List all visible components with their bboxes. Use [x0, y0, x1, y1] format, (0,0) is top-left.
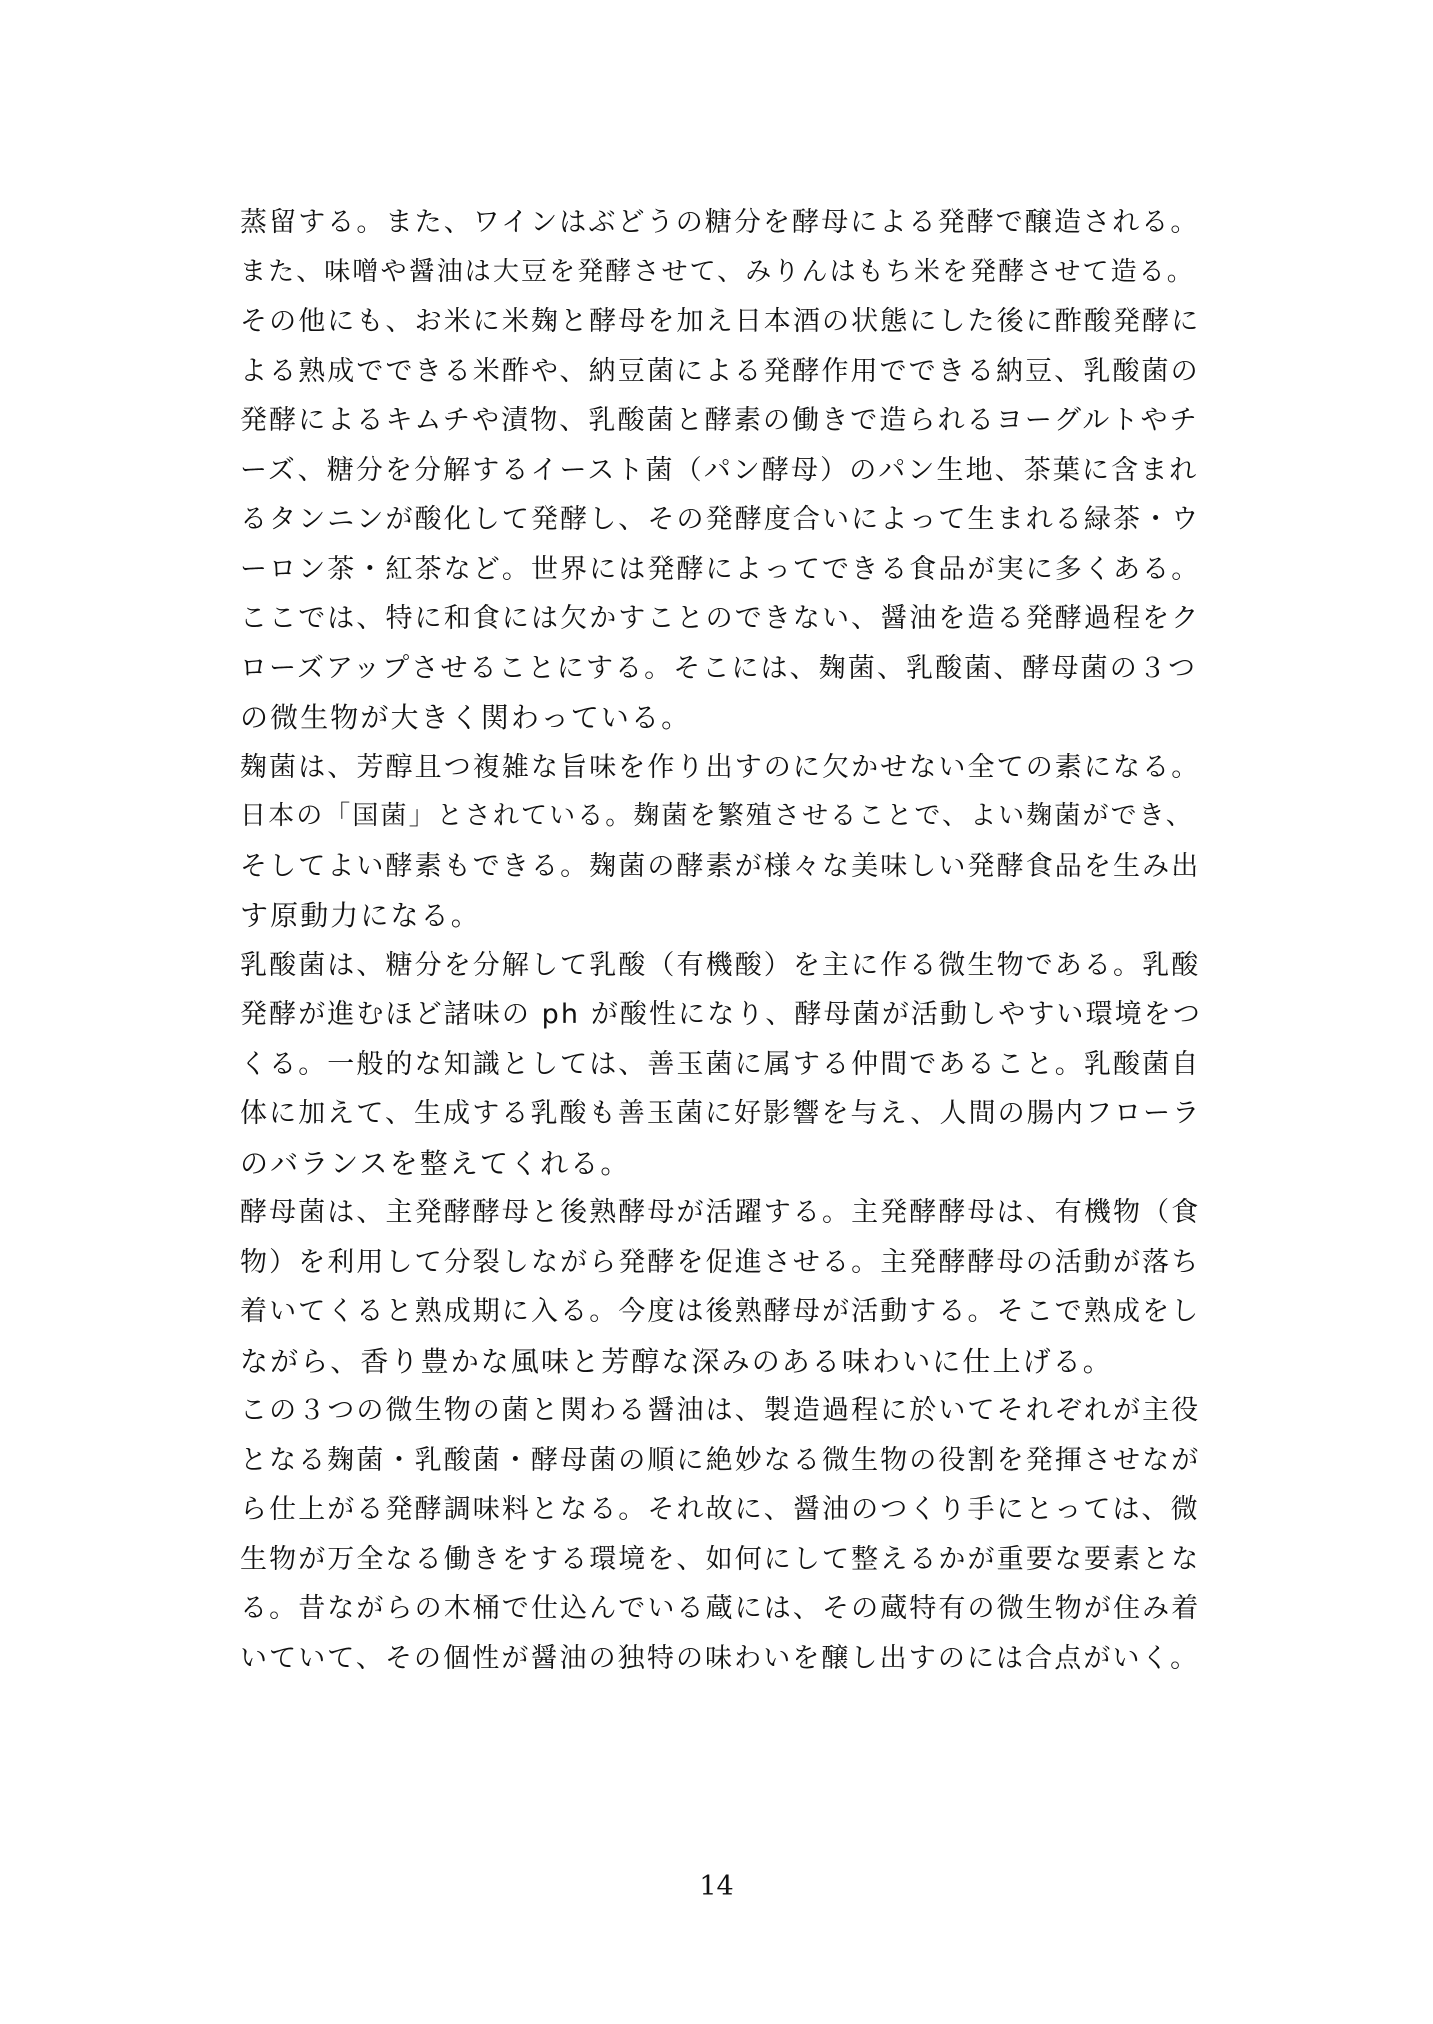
text-line: 体に加えて、生成する乳酸も善玉菌に好影響を与え、人間の腸内フローラ [240, 1098, 1202, 1129]
text-line: ーズ、糖分を分解するイースト菌（パン酵母）のパン生地、茶葉に含まれ [240, 454, 1199, 486]
text-line: そしてよい酵素もできる。麹菌の酵素が様々な美味しい発酵食品を生み出 [240, 850, 1201, 882]
text-line: その他にも、お米に米麹と酵母を加え日本酒の状態にした後に酢酸発酵に [240, 306, 1201, 337]
text-line: 蒸留する。また、ワインはぶどうの糖分を酵母による発酵で醸造される。 [240, 207, 1200, 238]
text-line: 麹菌は、芳醇且つ複雑な旨味を作り出すのに欠かせない全ての素になる。 [240, 751, 1201, 783]
text-line: のバランスを整えてくれる。 [240, 1146, 631, 1180]
text-line: 物）を利用して分裂しながら発酵を促進させる。主発酵酵母の活動が落ち [240, 1246, 1201, 1278]
text-line: るタンニンが酸化して発酵し、その発酵度合いによって生まれる緑茶・ウ [240, 504, 1201, 535]
body-text [240, 198, 1210, 1683]
page-number: 14 [699, 1871, 734, 1902]
text-line: 発酵によるキムチや漬物、乳酸菌と酵素の働きで造られるヨーグルトやチ [240, 405, 1199, 436]
text-line: ながら、香り豊かな風味と芳醇な深みのある味わいに仕上げる。 [240, 1344, 1113, 1378]
text-line: よる熟成でできる米酢や、納豆菌による発酵作用でできる納豆、乳酸菌の [240, 355, 1200, 387]
text-line: る。昔ながらの木桶で仕込んでいる蔵には、その蔵特有の微生物が住み着 [240, 1593, 1201, 1624]
text-line: の微生物が大きく関わっている。 [240, 701, 692, 734]
text-line: 日本の「国菌」とされている。麹菌を繁殖させることで、よい麹菌ができ、 [240, 801, 1194, 831]
text-line: ーロン茶・紅茶など。世界には発酵によってできる食品が実に多くある。 [240, 553, 1201, 585]
text-line: この３つの微生物の菌と関わる醤油は、製造過程に於いてそれぞれが主役 [240, 1395, 1201, 1426]
text-line: 乳酸菌は、糖分を分解して乳酸（有機酸）を主に作る微生物である。乳酸 [240, 949, 1201, 981]
text-line: ローズアップさせることにする。そこには、麹菌、乳酸菌、酵母菌の３つ [240, 652, 1198, 684]
text-line: 着いてくると熟成期に入る。今度は後熟酵母が活動する。そこで熟成をし [240, 1296, 1201, 1327]
text-line: ら仕上がる発酵調味料となる。それ故に、醤油のつくり手にとっては、微 [240, 1494, 1200, 1525]
text-line: また、味噌や醤油は大豆を発酵させて、みりんはもち米を発酵させて造る。 [240, 256, 1195, 287]
text-line: いていて、その個性が醤油の独特の味わいを醸し出すのには合点がいく。 [240, 1642, 1200, 1674]
text-line: ここでは、特に和食には欠かすことのできない、醤油を造る発酵過程をク [240, 603, 1201, 634]
text-line: となる麹菌・乳酸菌・酵母菌の順に絶妙なる微生物の役割を発揮させなが [240, 1444, 1201, 1476]
text-line: 生物が万全なる働きをする環境を、如何にして整えるかが重要な要素とな [240, 1543, 1201, 1575]
text-line: す原動力になる。 [240, 899, 481, 932]
text-line: 発酵が進むほど諸味の ph が酸性になり、酵母菌が活動しやすい環境をつ [240, 999, 1202, 1030]
text-line: くる。一般的な知識としては、善玉菌に属する仲間であること。乳酸菌自 [240, 1048, 1201, 1080]
text-line: 酵母菌は、主発酵酵母と後熟酵母が活躍する。主発酵酵母は、有機物（食 [240, 1197, 1201, 1228]
